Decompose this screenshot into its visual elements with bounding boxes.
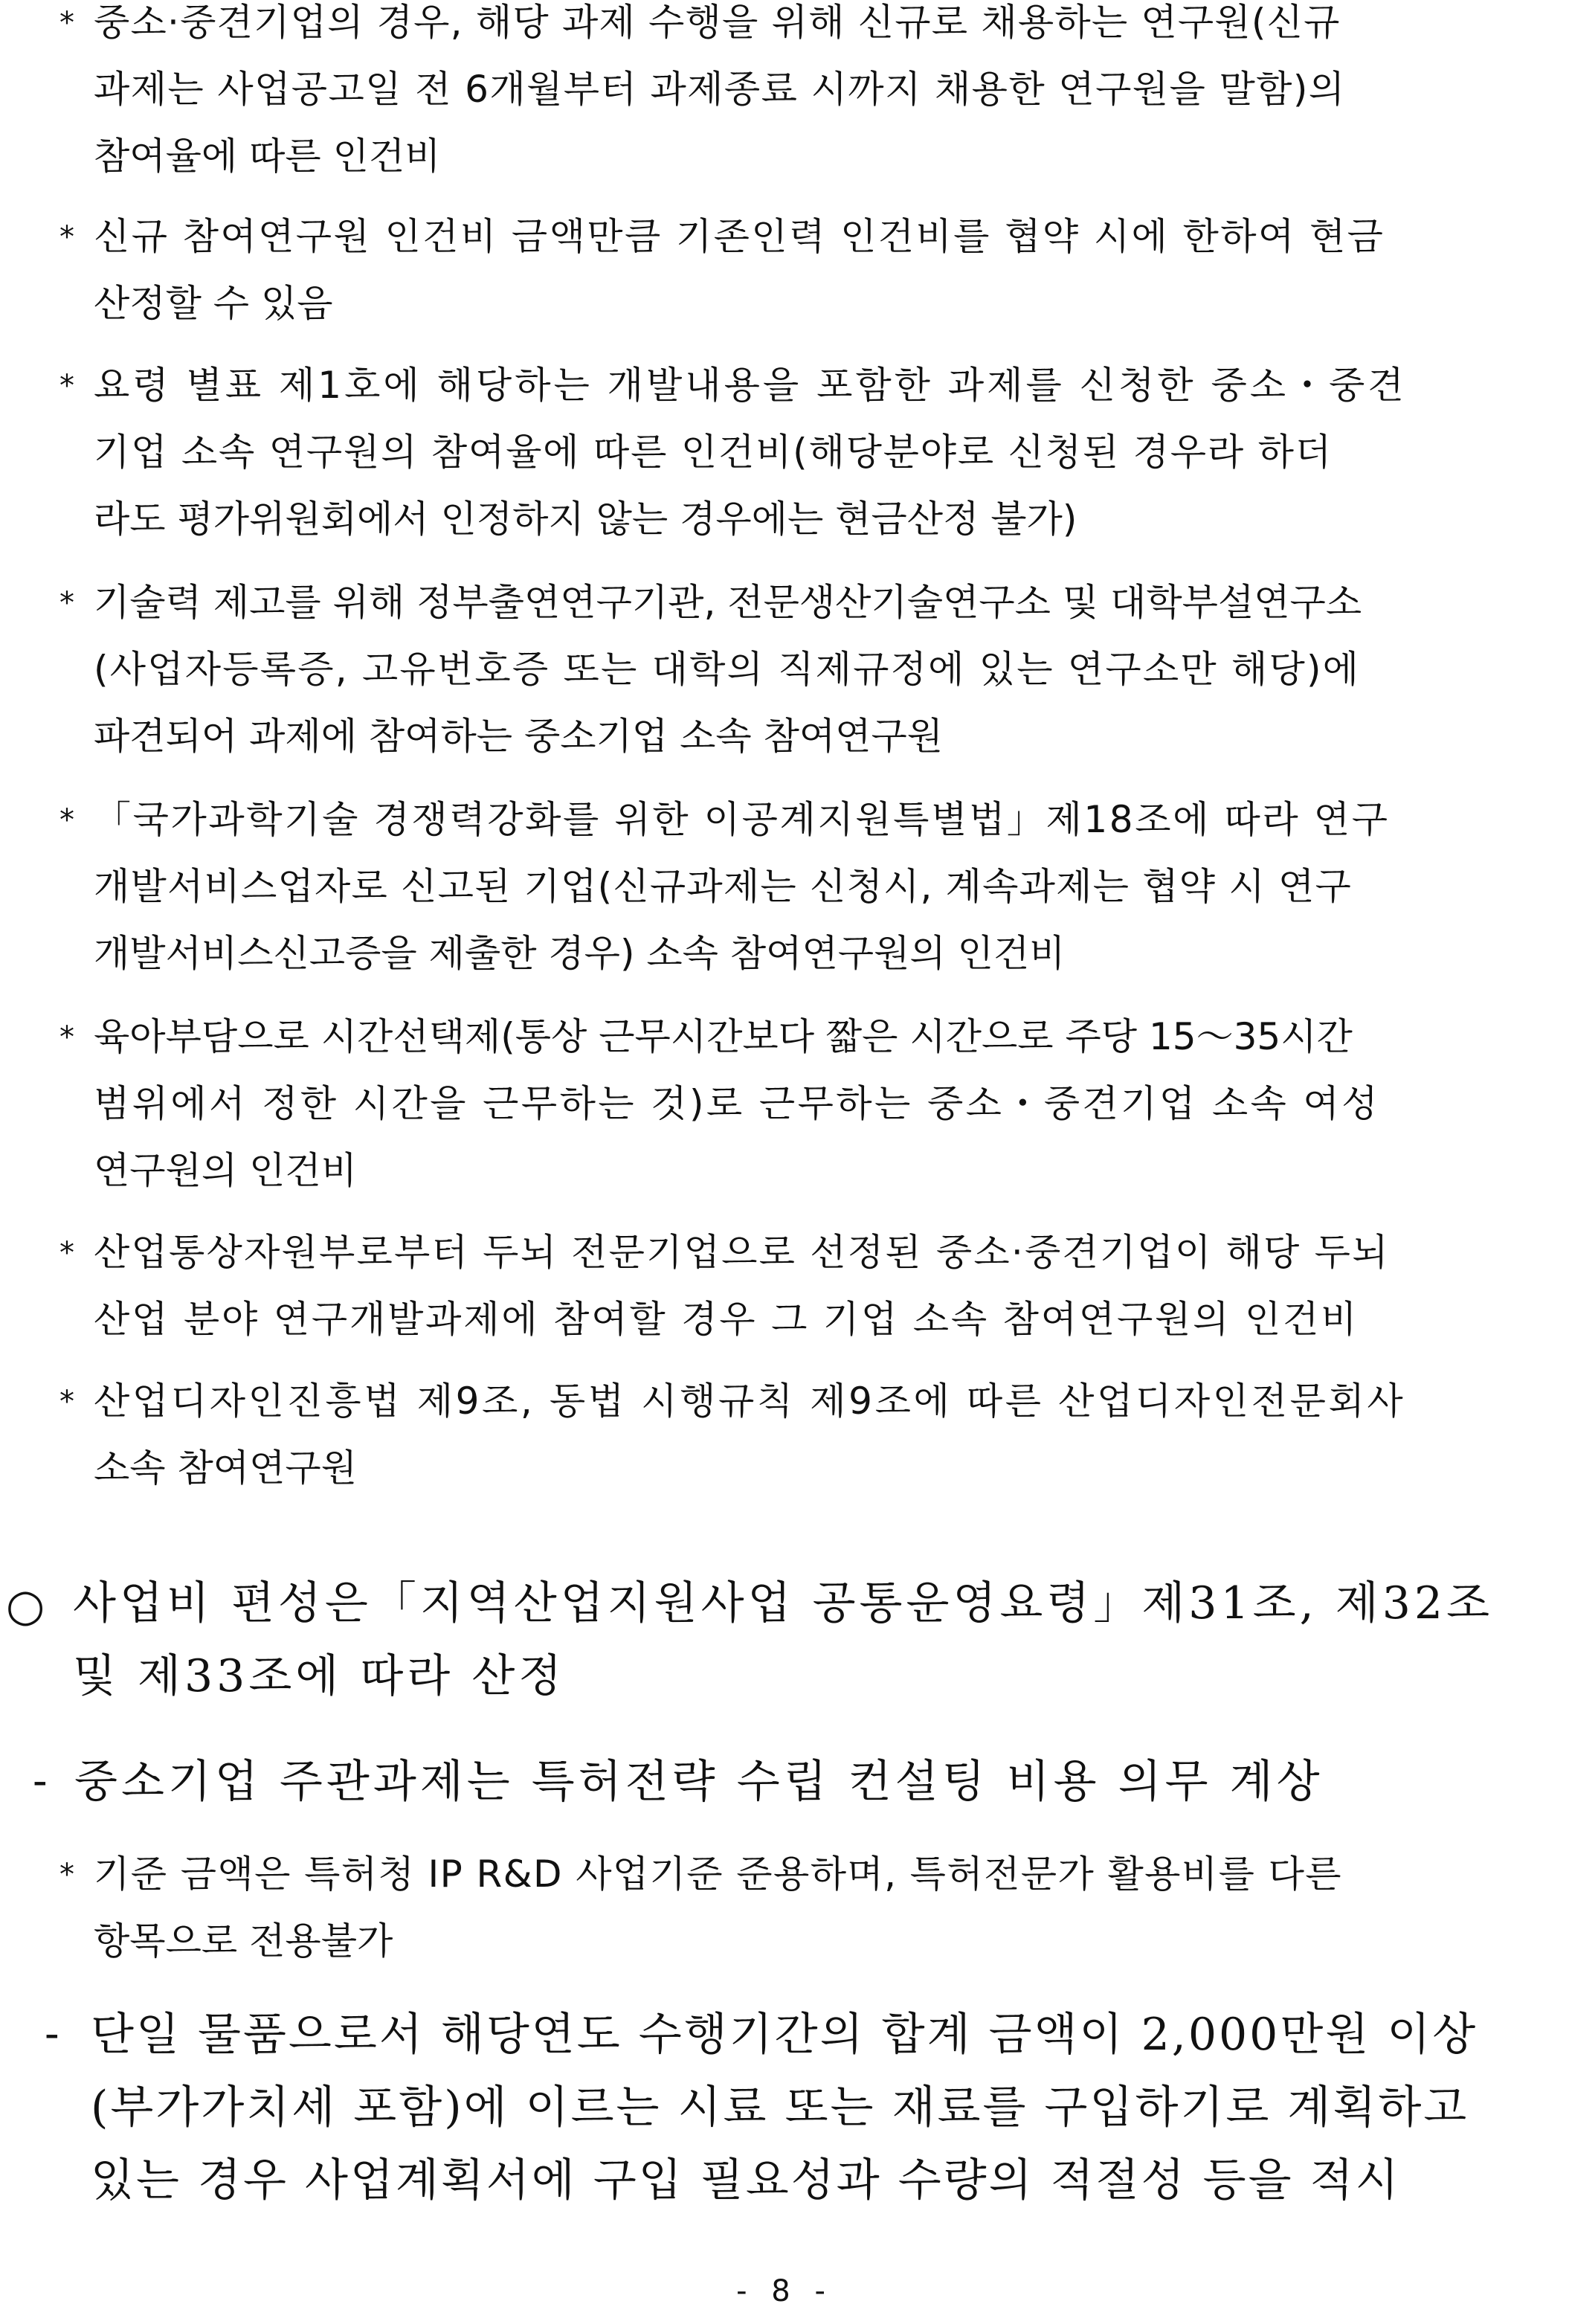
- note-line: 신규 참여연구원 인건비 금액만큼 기존인력 인건비를 협약 시에 한하여 현금: [94, 215, 1385, 258]
- note-line: 개발서비스업자로 신고된 기업(신규과제는 신청시, 계속과제는 협약 시 연구: [94, 865, 1352, 908]
- note-line: 산정할 수 있음: [94, 282, 333, 325]
- note-line: 기업 소속 연구원의 참여율에 따른 인건비(해당분야로 신청된 경우라 하더: [94, 431, 1333, 474]
- note-line: 항목으로 전용불가: [94, 1919, 393, 1963]
- sub-item-text: 중소기업 주관과제는 특허전략 수립 컨설팅 비용 의무 계상: [74, 1756, 1324, 1808]
- asterisk-marker: *: [59, 220, 74, 254]
- sub-item-line: 있는 경우 사업계획서에 구입 필요성과 수량의 적절성 등을 적시: [91, 2154, 1401, 2206]
- asterisk-marker: *: [59, 1020, 74, 1055]
- note-line: 과제는 사업공고일 전 6개월부터 과제종료 시까지 채용한 연구원을 말함)의: [94, 68, 1346, 111]
- circle-bullet-icon: ○: [6, 1580, 45, 1632]
- note-line: 기술력 제고를 위해 정부출연연구기관, 전문생산기술연구소 및 대학부설연구소: [94, 581, 1362, 624]
- dash-marker: -: [33, 1755, 48, 1806]
- section-line: 사업비 편성은「지역산업지원사업 공통운영요령」제31조, 제32조: [73, 1577, 1494, 1629]
- asterisk-marker: *: [59, 586, 74, 620]
- note-line: 파견되어 과제에 참여하는 중소기업 소속 참여연구원: [94, 715, 944, 758]
- note-line: 산업 분야 연구개발과제에 참여할 경우 그 기업 소속 참여연구원의 인건비: [94, 1298, 1359, 1341]
- note-line: 개발서비스신고증을 제출한 경우) 소속 참여연구원의 인건비: [94, 932, 1066, 975]
- note-line: (사업자등록증, 고유번호증 또는 대학의 직제규정에 있는 연구소만 해당)에: [94, 648, 1361, 691]
- note-line: 기준 금액은 특허청 IP R&D 사업기준 준용하며, 특허전문가 활용비를 다른: [94, 1853, 1342, 1896]
- dash-marker: -: [45, 2008, 59, 2059]
- note-line: 요령 별표 제1호에 해당하는 개발내용을 포함한 과제를 신청한 중소・중견: [94, 364, 1407, 407]
- note-line: 중소·중견기업의 경우, 해당 과제 수행을 위해 신규로 채용하는 연구원(신규: [94, 1, 1341, 44]
- section-line: 및 제33조에 따라 산정: [73, 1650, 566, 1702]
- asterisk-marker: *: [59, 1236, 74, 1270]
- asterisk-marker: *: [59, 803, 74, 837]
- sub-item-line: (부가가치세 포함)에 이르는 시료 또는 재료를 구입하기로 계획하고: [91, 2082, 1469, 2134]
- note-line: 소속 참여연구원: [94, 1446, 357, 1490]
- note-line: 산업디자인진흥법 제9조, 동법 시행규칙 제9조에 따른 산업디자인전문회사: [94, 1380, 1406, 1423]
- note-line: 산업통상자원부로부터 두뇌 전문기업으로 선정된 중소·중견기업이 해당 두뇌: [94, 1231, 1390, 1274]
- sub-item-line: 단일 물품으로서 해당연도 수행기간의 합계 금액이 2,000만원 이상: [91, 2009, 1478, 2061]
- asterisk-marker: *: [59, 6, 74, 40]
- asterisk-marker: *: [59, 369, 74, 403]
- asterisk-marker: *: [59, 1858, 74, 1892]
- note-line: 「국가과학기술 경쟁력강화를 위한 이공계지원특별법」제18조에 따라 연구: [94, 798, 1390, 841]
- asterisk-marker: *: [59, 1385, 74, 1419]
- note-line: 육아부담으로 시간선택제(통상 근무시간보다 짧은 시간으로 주당 15～35시간: [94, 1015, 1353, 1058]
- page-number: - 8 -: [736, 2274, 833, 2308]
- note-line: 연구원의 인건비: [94, 1149, 357, 1192]
- note-line: 참여율에 따른 인건비: [94, 135, 441, 178]
- note-line: 범위에서 정한 시간을 근무하는 것)로 근무하는 중소・중견기업 소속 여성: [94, 1082, 1380, 1125]
- note-line: 라도 평가위원회에서 인정하지 않는 경우에는 현금산정 불가): [94, 498, 1077, 541]
